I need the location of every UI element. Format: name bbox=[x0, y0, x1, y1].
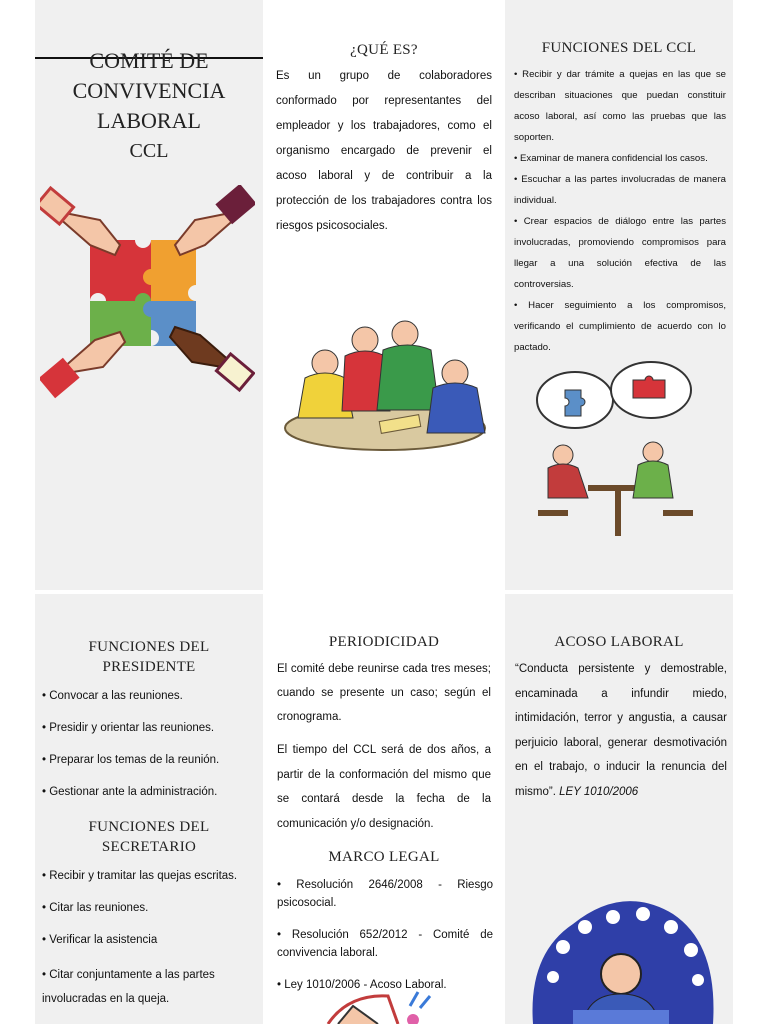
list-item: • Examinar de manera confidencial los casos. bbox=[514, 153, 708, 164]
list-item: • Citar conjuntamente a las partes involucradas en la queja. bbox=[42, 969, 215, 1005]
funciones-ccl-panel bbox=[505, 0, 733, 590]
secretario-list bbox=[42, 867, 258, 1024]
list-item: • Convocar a las reuniones. bbox=[42, 690, 183, 702]
list-item: • Gestionar ante la administración. bbox=[42, 786, 218, 798]
marco-legal-list bbox=[277, 876, 493, 1008]
list-item: • Hacer seguimiento a los compromisos, verificando el cumplimiento de acuerdo con lo pactado. bbox=[514, 300, 726, 353]
title-line-3: LABORAL bbox=[97, 108, 201, 133]
que-es-heading: ¿QUÉ ES? bbox=[350, 42, 418, 58]
list-item: • Preparar los temas de la reunión. bbox=[42, 754, 220, 766]
que-es-text: Es un grupo de colaboradores conformado por representantes del empleador y los trabajadores, como el organismo encargado de prevenir el acoso laboral y de contribuir a la protección de los trabajadores contra los riesgos psicosociales. bbox=[276, 70, 492, 232]
secretario-heading-line-1: FUNCIONES DEL bbox=[88, 819, 210, 835]
title-line-2: CONVIVENCIA bbox=[72, 78, 226, 103]
list-item: • Resolución 2646/2008 - Riesgo psicosocial. bbox=[277, 879, 493, 909]
list-item: • Escuchar a las partes involucradas de manera individual. bbox=[514, 174, 726, 206]
que-es-panel bbox=[263, 0, 505, 590]
list-item: • Presidir y orientar las reuniones. bbox=[42, 722, 215, 734]
list-item: • Verificar la asistencia bbox=[42, 934, 158, 946]
presidente-list bbox=[42, 687, 258, 815]
acoso-quote: “Conducta persistente y demostrable, encaminada a infundir miedo, intimidación, terror y angustia, a causar perjuicio laboral, generar desmotivación en el trabajo, o inducir la renuncia del mismo”. bbox=[515, 663, 727, 798]
acoso-law: LEY 1010/2006 bbox=[559, 785, 639, 798]
secretario-heading-line-2: SECRETARIO bbox=[101, 839, 197, 855]
periodicidad-text-1: El comité debe reunirse cada tres meses; cuando se presente un caso; según el cronograma. bbox=[277, 663, 491, 723]
periodicidad-heading: PERIODICIDAD bbox=[328, 634, 440, 650]
list-item: • Recibir y dar trámite a quejas en las que se describan situaciones que puedan constituir acoso laboral, así como las pruebas que las soporten. bbox=[514, 69, 726, 143]
list-item: • Crear espacios de diálogo entre las partes involucradas, promoviendo compromisos para llegar a una solución efectiva de las controversias. bbox=[514, 216, 726, 290]
acoso-heading: ACOSO LABORAL bbox=[554, 634, 684, 650]
acoso-panel bbox=[505, 594, 733, 1024]
cover-panel bbox=[35, 0, 263, 590]
page-title bbox=[35, 46, 263, 166]
presidente-heading-line-1: FUNCIONES DEL bbox=[88, 639, 210, 655]
list-item: • Ley 1010/2006 - Acoso Laboral. bbox=[277, 979, 447, 991]
puzzle-hands-illustration bbox=[40, 185, 255, 405]
title-acronym: CCL bbox=[129, 140, 169, 162]
list-item: • Citar las reuniones. bbox=[42, 902, 149, 914]
dialogue-puzzle-illustration bbox=[533, 360, 705, 550]
presidente-heading bbox=[35, 637, 263, 677]
marco-legal-heading: MARCO LEGAL bbox=[328, 849, 440, 865]
periodicidad-panel bbox=[263, 594, 505, 1024]
acoso-definition bbox=[515, 657, 727, 804]
periodicidad-text-2: El tiempo del CCL será de dos años, a partir de la conformación del mismo que se contará desde la fecha de la comunicación y/o designación. bbox=[277, 744, 491, 830]
megaphone-illustration bbox=[318, 990, 448, 1024]
roles-panel bbox=[35, 594, 263, 1024]
funciones-ccl-heading: FUNCIONES DEL CCL bbox=[541, 40, 697, 56]
stressed-worker-illustration bbox=[523, 892, 719, 1024]
list-item: • Recibir y tramitar las quejas escritas. bbox=[42, 870, 238, 882]
funciones-ccl-list bbox=[514, 64, 726, 358]
list-item: • Resolución 652/2012 - Comité de convivencia laboral. bbox=[277, 929, 493, 959]
meeting-table-illustration bbox=[275, 318, 495, 458]
secretario-heading bbox=[35, 817, 263, 857]
presidente-heading-line-2: PRESIDENTE bbox=[102, 659, 196, 675]
title-line-1: COMITÉ DE bbox=[89, 48, 209, 73]
